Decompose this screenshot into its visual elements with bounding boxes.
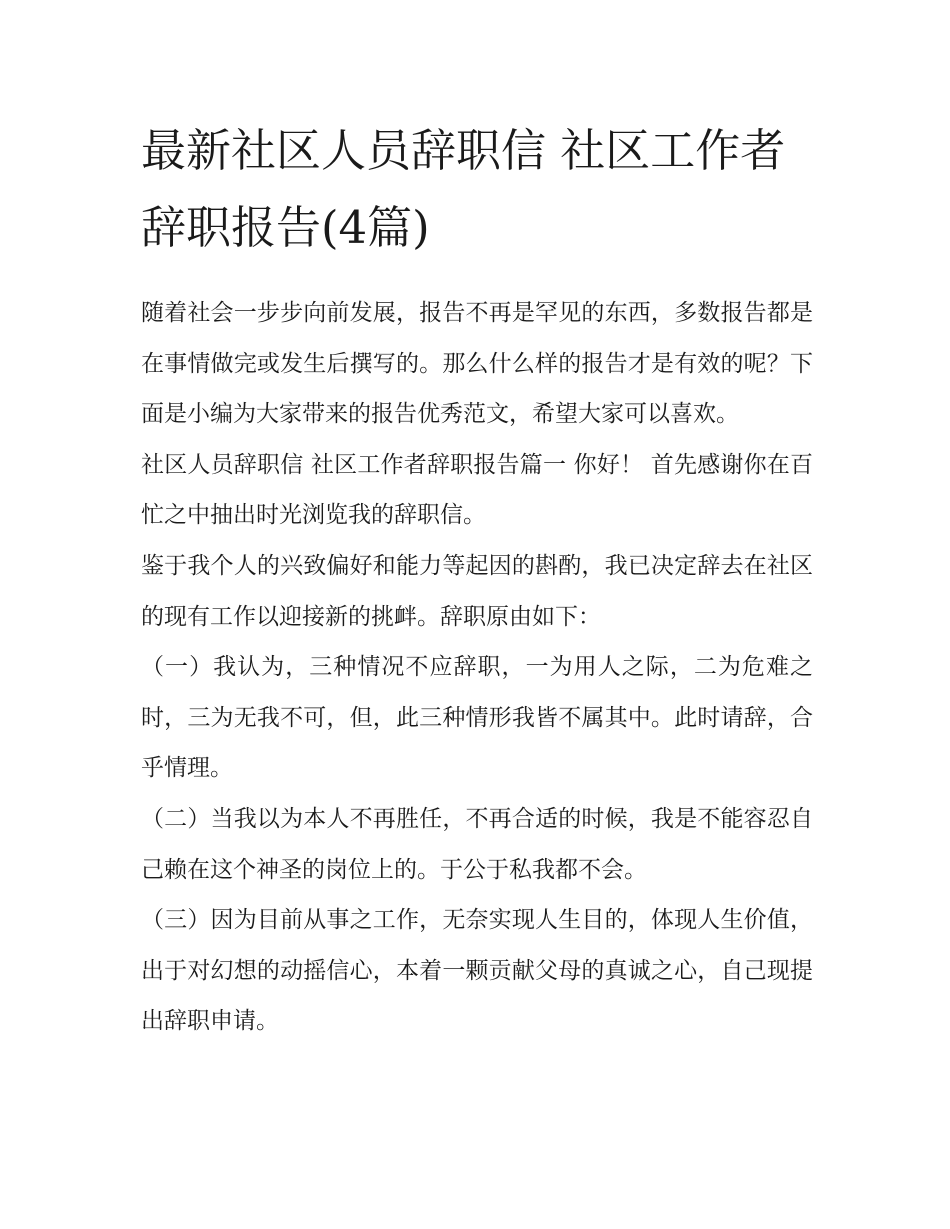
decision-paragraph: 鉴于我个人的兴致偏好和能力等起因的斟酌，我已决定辞去在社区的现有工作以迎接新的挑衅。辞职原由如下：	[141, 552, 813, 630]
reason-two-paragraph: （二）当我以为本人不再胜任，不再合适的时候，我是不能容忍自己赖在这个神圣的岗位上的。于公于私我都不会。	[141, 805, 813, 883]
document-page	[141, 112, 813, 1047]
greeting-paragraph: 社区人员辞职信 社区工作者辞职报告篇一 你好！ 首先感谢你在百忙之中抽出时光浏览我的辞职信。	[141, 451, 813, 529]
reason-three-paragraph: （三）因为目前从事之工作，无奈实现人生目的，体现人生价值，出于对幻想的动摇信心，本着一颗贡献父母的真诚之心，自己现提出辞职申请。	[141, 907, 813, 1035]
reason-one-paragraph: （一）我认为，三种情况不应辞职，一为用人之际，二为危难之时，三为无我不可，但，此三种情形我皆不属其中。此时请辞，合乎情理。	[141, 654, 813, 782]
intro-paragraph: 随着社会一步步向前发展，报告不再是罕见的东西，多数报告都是在事情做完或发生后撰写的。那么什么样的报告才是有效的呢？下面是小编为大家带来的报告优秀范文，希望大家可以喜欢。	[141, 300, 813, 428]
document-title: 最新社区人员辞职信 社区工作者辞职报告(4篇)	[141, 124, 786, 254]
